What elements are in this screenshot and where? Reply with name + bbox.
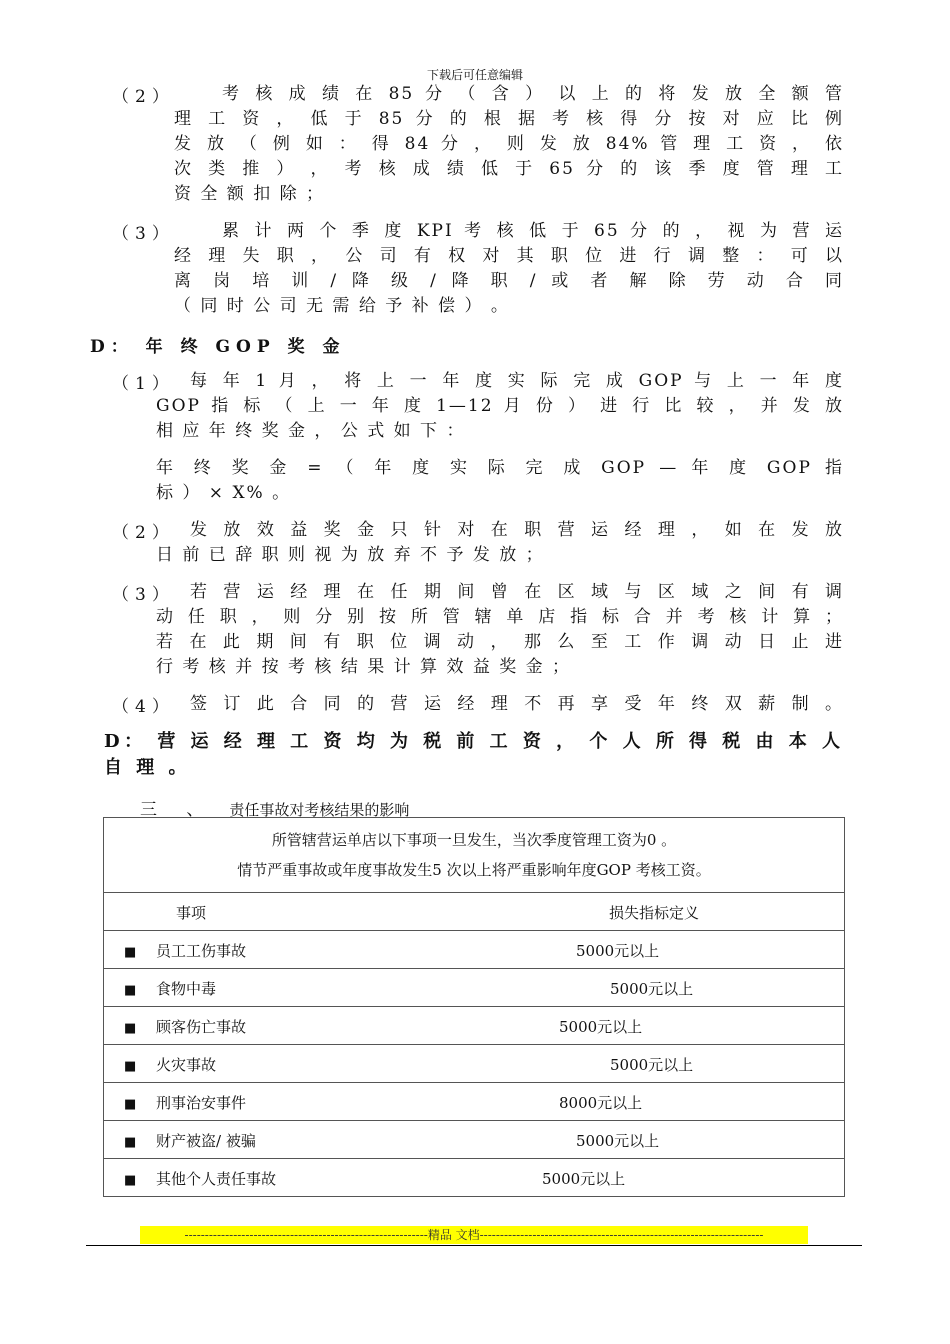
- item-d4-text: 签 订 此 合 同 的 营 运 经 理 不 再 享 受 年 终 双 薪 制 。: [190, 694, 844, 714]
- table-row: ■ 食物中毒 5000元以上: [104, 969, 845, 1007]
- item-d1-number: （1）: [112, 374, 175, 394]
- bullet-icon: ■: [124, 983, 137, 998]
- bullet-icon: ■: [124, 1135, 137, 1150]
- bonus-formula: 年 终 奖 金 = （ 年 度 实 际 完 成 GOP — 年 度 GOP 指 标 ） × X% 。: [156, 458, 844, 503]
- table-row: ■ 刑事治安事件 8000元以上: [104, 1083, 845, 1121]
- table-header-row: [104, 893, 845, 931]
- item-c2-text: 考 核 成 绩 在 85 分 （ 含 ） 以 上 的 将 发 放 全 额 管 理 工 资 ， 低 于 85 分 的 根 据 考 核 得 分 按 对 应 比 例 发 放 （ 例 如 ： 得 84 分 ， 则 发 放 84% 管 理 工 资 ， 依 次 类 推 ） ， 考 核 成 绩 低 于 65 分 的 该 季 度 管 理 工 资 全 额 扣 除 ；: [174, 84, 844, 204]
- table-row: ■ 财产被盗/ 被骗 5000元以上: [104, 1121, 845, 1159]
- item-c2-number: （2）: [112, 87, 175, 107]
- item-d4-number: （4）: [112, 697, 175, 717]
- bullet-icon: ■: [124, 1097, 137, 1112]
- section-three-title: 三 、 责任事故对考核结果的影响: [140, 800, 410, 820]
- table-row: ■ 火灾事故 5000元以上: [104, 1045, 845, 1083]
- table-row: ■ 其他个人责任事故 5000元以上: [104, 1159, 845, 1197]
- col-header-item: 事项: [176, 904, 207, 922]
- item-d2-text: 发 放 效 益 奖 金 只 针 对 在 职 营 运 经 理 ， 如 在 发 放 日 前 已 辞 职 则 视 为 放 弃 不 予 发 放 ；: [156, 520, 844, 565]
- col-header-definition: 损失指标定义: [609, 904, 700, 922]
- table-row: ■ 顾客伤亡事故 5000元以上: [104, 1007, 845, 1045]
- download-note: 下载后可任意编辑: [426, 68, 523, 82]
- item-d3-text: 若 营 运 经 理 在 任 期 间 曾 在 区 域 与 区 域 之 间 有 调 动 任 职 ， 则 分 别 按 所 管 辖 单 店 指 标 合 并 考 核 计 算 ； 若 在 此 期 间 有 职 位 调 动 ， 那 么 至 工 作 调 动 日 止 进 行 考 核 并 按 考 核 结 果 计 算 效 益 奖 金 ；: [156, 582, 844, 677]
- bullet-icon: ■: [124, 1021, 137, 1036]
- item-d2-number: （2）: [112, 523, 175, 543]
- footer-divider: [86, 1245, 862, 1246]
- accident-table: [103, 817, 845, 1197]
- intro-line-1: 所管辖营运单店以下事项一旦发生，当次季度管理工资为0 。: [271, 831, 677, 849]
- item-c3-text: 累 计 两 个 季 度 KPI 考 核 低 于 65 分 的 ， 视 为 营 运 经 理 失 职 ， 公 司 有 权 对 其 职 位 进 行 调 整 ： 可 以 离 岗 培 训 / 降 级 / 降 职 / 或 者 解 除 劳 动 合 同 （ 同 时 公 司 无 需 给 予 补 偿 ） 。: [174, 221, 844, 316]
- bullet-icon: ■: [124, 1173, 137, 1188]
- bullet-icon: ■: [124, 945, 137, 960]
- bullet-icon: ■: [124, 1059, 137, 1074]
- item-c3-number: （3）: [112, 224, 175, 244]
- intro-line-2: 情节严重事故或年度事故发生5 次以上将严重影响年度GOP 考核工资。: [237, 861, 711, 879]
- item-d1-text: 每 年 1 月 ， 将 上 一 年 度 实 际 完 成 GOP 与 上 一 年 度 GOP 指 标 （ 上 一 年 度 1—12 月 份 ） 进 行 比 较 ， 并 发 放 相 应 年 终 奖 金 ， 公 式 如 下 ：: [156, 371, 844, 441]
- item-d3-number: （3）: [112, 585, 175, 605]
- section-d-heading: D： 年 终 GOP 奖 金: [90, 337, 346, 357]
- tax-note: D： 营 运 经 理 工 资 均 为 税 前 工 资 ， 个 人 所 得 税 由 本 人 自 理 。: [104, 731, 844, 778]
- table-intro-row: [104, 818, 845, 893]
- footer-banner: ------------------------------------------------------------精品 文档----------------------------------------------------------------------: [140, 1226, 808, 1244]
- table-row: ■ 员工工伤事故 5000元以上: [104, 931, 845, 969]
